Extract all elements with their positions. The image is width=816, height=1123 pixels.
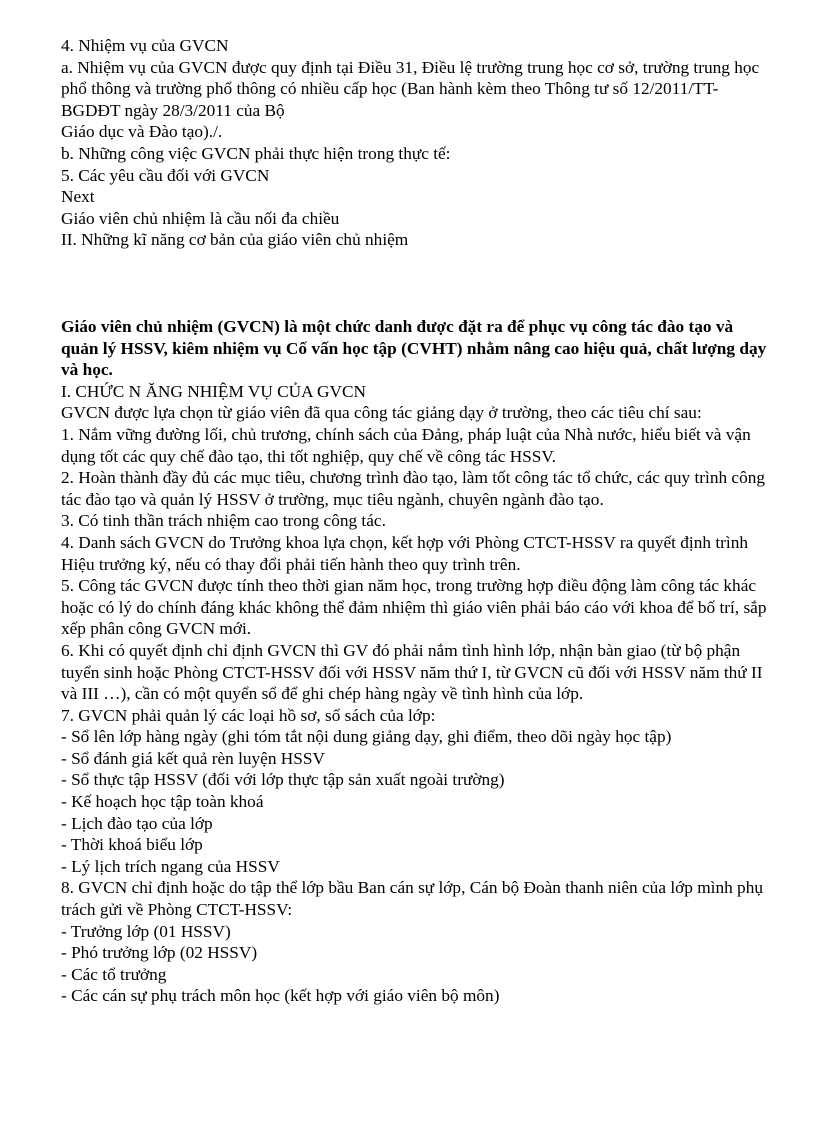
heading-5-requirements: 5. Các yêu cầu đối với GVCN: [61, 165, 270, 185]
criterion-7: 7. GVCN phải quản lý các loại hồ sơ, sổ sách của lớp:: [61, 705, 436, 725]
intro-bold-paragraph: Giáo viên chủ nhiệm (GVCN) là một chức danh được đặt ra để phục vụ công tác đào tạo và quản lý HSSV, kiêm nhiệm vụ Cố vấn học tập (CVHT) nhằm nâng cao hiệu quả, chất lượng dạy và học.: [61, 317, 767, 380]
main-section: [61, 316, 771, 1007]
paragraph-duties-a: a. Nhiệm vụ của GVCN được quy định tại Điều 31, Điều lệ trường trung học cơ sở, trường trung học phổ thông và trường phổ thông có nhiều cấp học (Ban hành kèm theo Thông tư số 12/2011/TT-BGDĐT ngày 28/3/2011 của Bộ: [61, 57, 760, 120]
list-item-training-schedule: - Lịch đào tạo của lớp: [61, 813, 213, 833]
list-item-subject-officers: - Các cán sự phụ trách môn học (kết hợp với giáo viên bộ môn): [61, 986, 500, 1006]
list-item-daily-logbook: - Sổ lên lớp hàng ngày (ghi tóm tắt nội dung giảng dạy, ghi điểm, theo dõi ngày học tập): [61, 727, 672, 747]
criterion-4: 4. Danh sách GVCN do Trưởng khoa lựa chọn, kết hợp với Phòng CTCT-HSSV ra quyết định trình Hiệu trưởng ký, nếu có thay đổi phải tiến hành theo quy trình trên.: [61, 532, 748, 574]
list-item-class-monitor: - Trưởng lớp (01 HSSV): [61, 921, 231, 941]
list-item-timetable: - Thời khoá biểu lớp: [61, 835, 203, 855]
heading-i-functions: I. CHỨC N ĂNG NHIỆM VỤ CỦA GVCN: [61, 381, 366, 401]
paragraph-duties-a-end: Giáo dục và Đào tạo)./.: [61, 122, 223, 142]
criterion-8: 8. GVCN chỉ định hoặc do tập thể lớp bầu Ban cán sự lớp, Cán bộ Đoàn thanh niên của lớp mình phụ trách gửi về Phòng CTCT-HSSV:: [61, 878, 763, 920]
paragraph-duties-b: b. Những công việc GVCN phải thực hiện trong thực tế:: [61, 143, 451, 163]
criterion-6: 6. Khi có quyết định chỉ định GVCN thì GV đó phải nắm tình hình lớp, nhận bàn giao (từ bộ phận tuyển sinh hoặc Phòng CTCT-HSSV đối với HSSV năm thứ I, từ GVCN cũ đối với HSSV năm thứ II và III …), cần có một quyển sổ để ghi chép hàng ngày về tình hình của lớp.: [61, 640, 763, 704]
list-item-internship-log: - Sổ thực tập HSSV (đối với lớp thực tập sản xuất ngoài trường): [61, 770, 505, 790]
criterion-1: 1. Nắm vững đường lối, chủ trương, chính sách của Đảng, pháp luật của Nhà nước, hiểu biết và vận dụng tốt các quy chế đào tạo, thi tốt nghiệp, quy chế về công tác HSSV.: [61, 424, 751, 466]
heading-4-gvcn-duties: 4. Nhiệm vụ của GVCN: [61, 36, 229, 55]
list-item-course-plan: - Kế hoạch học tập toàn khoá: [61, 792, 264, 812]
criterion-5: 5. Công tác GVCN được tính theo thời gian năm học, trong trường hợp điều động làm công tác khác hoặc có lý do chính đáng khác không thể đảm nhiệm thì giáo viên phải báo cáo với khoa để bố trí, sắp xếp phân công GVCN mới.: [61, 576, 767, 639]
list-item-training-evaluation: - Sổ đánh giá kết quả rèn luyện HSSV: [61, 748, 325, 768]
top-section: [61, 35, 771, 251]
bridge-statement: Giáo viên chủ nhiệm là cầu nối đa chiều: [61, 208, 340, 228]
list-item-vice-monitor: - Phó trưởng lớp (02 HSSV): [61, 943, 258, 963]
criterion-3: 3. Có tinh thần trách nhiệm cao trong công tác.: [61, 511, 386, 531]
list-item-student-records: - Lý lịch trích ngang của HSSV: [61, 856, 280, 876]
paragraph-selection: GVCN được lựa chọn từ giáo viên đã qua công tác giảng dạy ở trường, theo các tiêu chí sau:: [61, 403, 702, 423]
criterion-2: 2. Hoàn thành đầy đủ các mục tiêu, chương trình đào tạo, làm tốt công tác tổ chức, các quy trình công tác đào tạo và quản lý HSSV ở trường, mục tiêu ngành, chuyên ngành đào tạo.: [61, 468, 766, 509]
heading-ii-skills: II. Những kĩ năng cơ bản của giáo viên chủ nhiệm: [61, 230, 409, 250]
next-label: Next: [61, 187, 95, 207]
list-item-group-leaders: - Các tổ trưởng: [61, 964, 167, 984]
